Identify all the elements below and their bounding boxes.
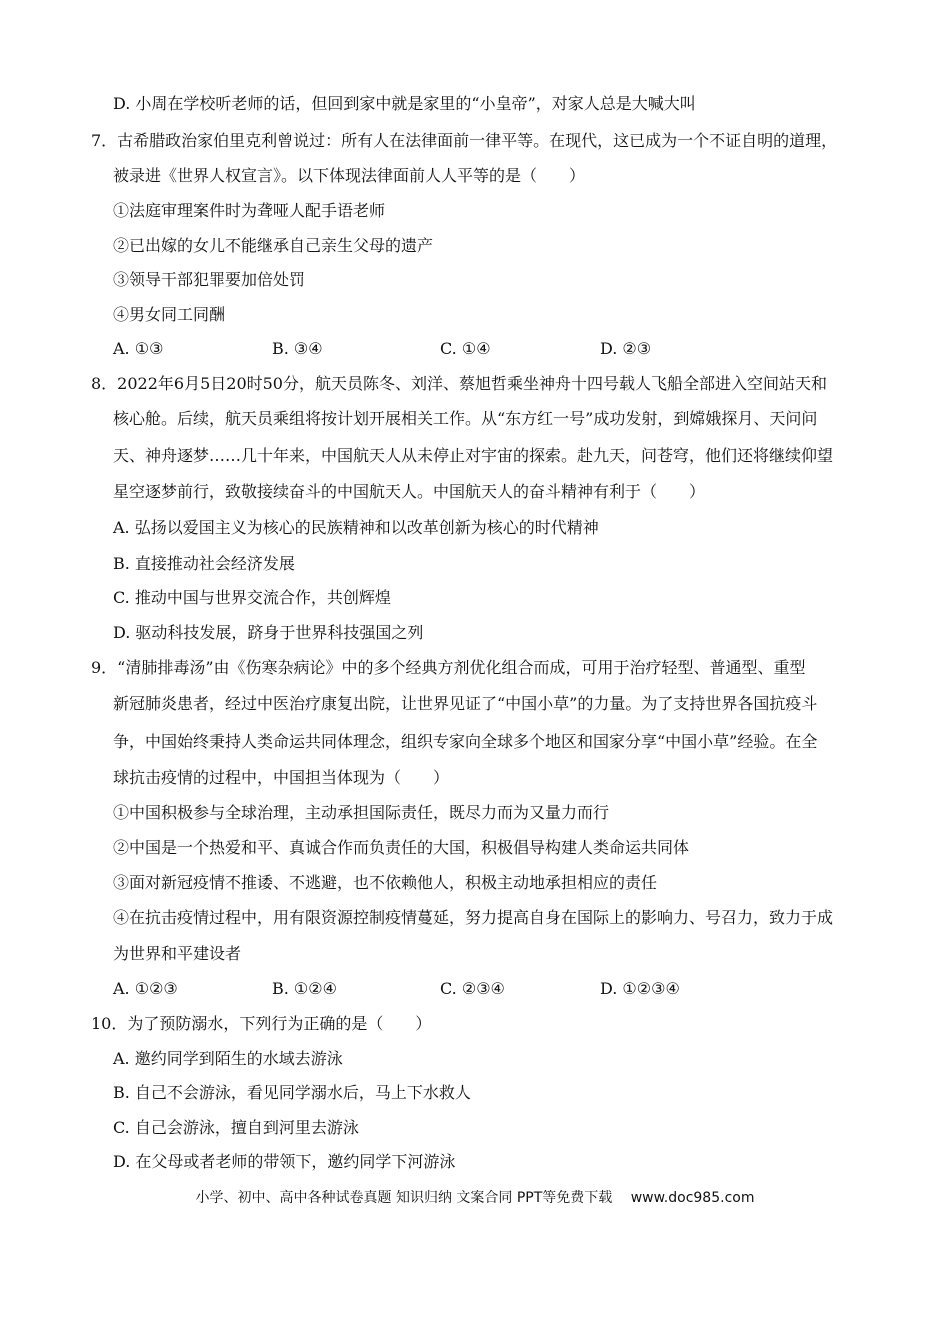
q8-option-c: C. 推动中国与世界交流合作，共创辉煌 — [113, 588, 391, 607]
q9-option-a: A. ①②③ — [113, 979, 178, 998]
q10-option-c: C. 自己会游泳，擅自到河里去游泳 — [113, 1118, 359, 1137]
page-footer: 小学、初中、高中各种试卷真题 知识归纳 文案合同 PPT等免费下载 www.doc985.com — [195, 1190, 755, 1206]
q9-stem-line-3: 争，中国始终秉持人类命运共同体理念，组织专家向全球多个地区和国家分享“中国小草”经验。在全 — [113, 732, 818, 751]
q9-stem-line-2: 新冠肺炎患者，经过中医治疗康复出院，让世界见证了“中国小草”的力量。为了支持世界各国抗疫斗 — [113, 694, 818, 713]
q10-option-b: B. 自己不会游泳，看见同学溺水后，马上下水救人 — [113, 1083, 471, 1102]
q7-stem-line-1: 7．古希腊政治家伯里克利曾说过：所有人在法律面前一律平等。在现代，这已成为一个不证自明的道理， — [91, 131, 838, 150]
q7-item-1: ①法庭审理案件时为聋哑人配手语老师 — [113, 201, 386, 220]
prev-question-option-d: D. 小周在学校听老师的话，但回到家中就是家里的“小皇帝”，对家人总是大喊大叫 — [113, 94, 696, 113]
q7-item-3: ③领导干部犯罪要加倍处罚 — [113, 270, 306, 289]
q8-option-d: D. 驱动科技发展，跻身于世界科技强国之列 — [113, 623, 424, 642]
q8-stem-line-4: 星空逐梦前行，致敬接续奋斗的中国航天人。中国航天人的奋斗精神有利于（ ） — [113, 482, 706, 501]
q9-option-d: D. ①②③④ — [600, 979, 680, 998]
q9-item-2: ②中国是一个热爱和平、真诚合作而负责任的大国，积极倡导构建人类命运共同体 — [113, 838, 690, 857]
q9-item-1: ①中国积极参与全球治理，主动承担国际责任，既尽力而为又量力而行 — [113, 803, 610, 822]
q9-option-b: B. ①②④ — [272, 979, 337, 998]
q10-option-d: D. 在父母或者老师的带领下，邀约同学下河游泳 — [113, 1152, 456, 1171]
q9-options — [0, 979, 950, 999]
q7-item-4: ④男女同工同酬 — [113, 305, 226, 324]
q9-item-4-line-2: 为世界和平建设者 — [113, 944, 242, 963]
q7-item-2: ②已出嫁的女儿不能继承自己亲生父母的遗产 — [113, 236, 434, 255]
q8-option-a: A. 弘扬以爱国主义为核心的民族精神和以改革创新为核心的时代精神 — [113, 518, 599, 537]
q7-option-a: A. ①③ — [113, 339, 164, 358]
q8-stem-line-1: 8．2022年6月5日20时50分，航天员陈冬、刘洋、蔡旭哲乘坐神舟十四号载人飞船全部进入空间站天和 — [91, 374, 827, 393]
q10-option-a: A. 邀约同学到陌生的水域去游泳 — [113, 1049, 343, 1068]
q8-stem-line-3: 天、神舟逐梦……几十年来，中国航天人从未停止对宇宙的探索。赴九天，问苍穹，他们还将继续仰望 — [113, 446, 834, 465]
q8-stem-line-2: 核心舱。后续，航天员乘组将按计划开展相关工作。从“东方红一号”成功发射，到嫦娥探月、天问问 — [113, 409, 818, 428]
q7-options — [0, 339, 950, 359]
q9-item-4-line-1: ④在抗击疫情过程中，用有限资源控制疫情蔓延，努力提高自身在国际上的影响力、号召力，致力于成 — [113, 908, 834, 927]
q9-option-c: C. ②③④ — [440, 979, 505, 998]
q7-option-c: C. ①④ — [440, 339, 491, 358]
q7-option-b: B. ③④ — [272, 339, 323, 358]
q7-stem-line-2: 被录进《世界人权宣言》。以下体现法律面前人人平等的是（ ） — [113, 166, 586, 185]
q8-option-b: B. 直接推动社会经济发展 — [113, 554, 295, 573]
q7-option-d: D. ②③ — [600, 339, 652, 358]
q9-item-3: ③面对新冠疫情不推诿、不逃避，也不依赖他人，积极主动地承担相应的责任 — [113, 873, 658, 892]
q10-stem: 10．为了预防溺水，下列行为正确的是（ ） — [91, 1014, 432, 1033]
q9-stem-line-1: 9．“清肺排毒汤”由《伤寒杂病论》中的多个经典方剂优化组合而成，可用于治疗轻型、普通型、重型 — [91, 658, 806, 677]
q9-stem-line-4: 球抗击疫情的过程中，中国担当体现为（ ） — [113, 768, 450, 787]
